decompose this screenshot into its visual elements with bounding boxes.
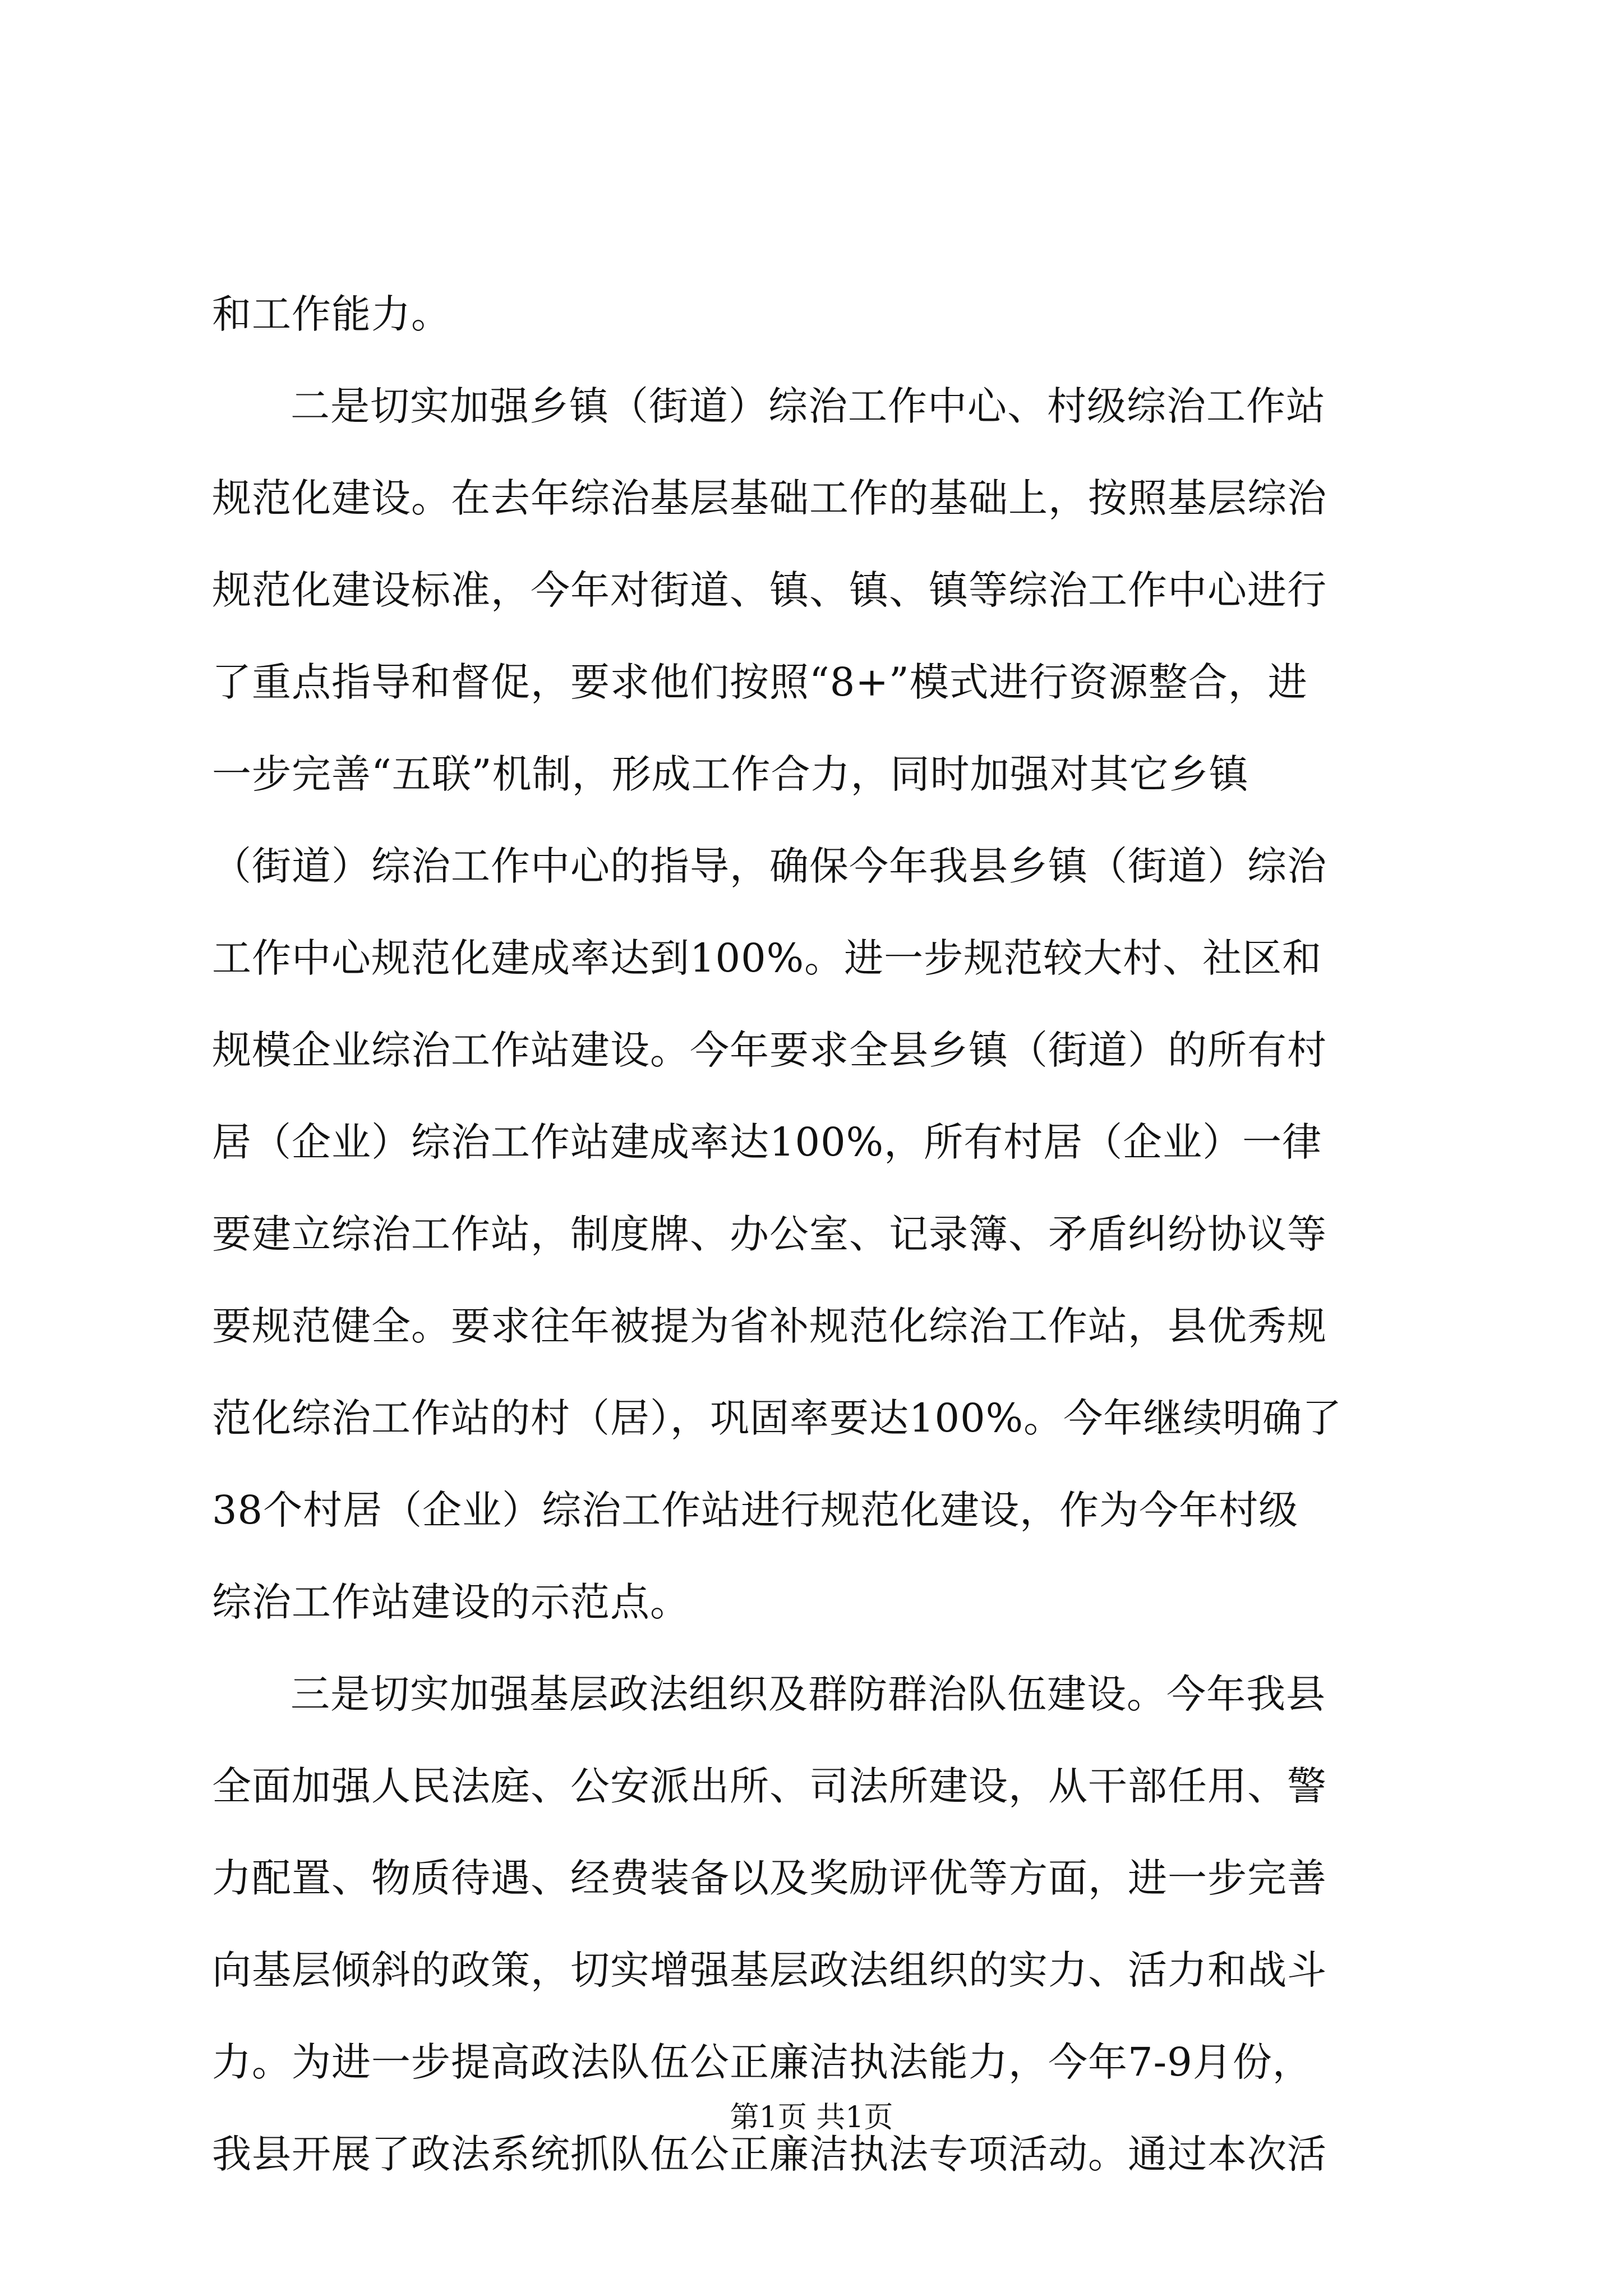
text-line: 力。为进一步提高政法队伍公正廉洁执法能力，今年7-9月份， bbox=[212, 2039, 1312, 2085]
text-line: （街道）综治工作中心的指导，确保今年我县乡镇（街道）综治 bbox=[212, 843, 1327, 889]
text-line: 规模企业综治工作站建设。今年要求全县乡镇（街道）的所有村 bbox=[212, 1027, 1327, 1073]
text-line: 工作中心规范化建成率达到100%。进一步规范较大村、社区和 bbox=[212, 935, 1322, 981]
text-line: 居（企业）综治工作站建成率达100%，所有村居（企业）一律 bbox=[212, 1119, 1322, 1165]
paragraph-start-line: 三是切实加强基层政法组织及群防群治队伍建设。今年我县 bbox=[291, 1671, 1326, 1717]
text-line: 规范化建设标准，今年对街道、镇、镇、镇等综治工作中心进行 bbox=[212, 567, 1327, 613]
text-line: 全面加强人民法庭、公安派出所、司法所建设，从干部任用、警 bbox=[212, 1763, 1327, 1809]
page-footer bbox=[0, 2098, 1623, 2137]
text-line: 综治工作站建设的示范点。 bbox=[212, 1579, 690, 1625]
text-line: 我县开展了政法系统抓队伍公正廉洁执法专项活动。通过本次活 bbox=[212, 2131, 1327, 2177]
text-line: 范化综治工作站的村（居），巩固率要达100%。今年继续明确了 bbox=[212, 1395, 1343, 1441]
text-line: 一步完善“五联”机制，形成工作合力，同时加强对其它乡镇 bbox=[212, 751, 1249, 797]
text-line: 了重点指导和督促，要求他们按照“8+”模式进行资源整合，进 bbox=[212, 659, 1308, 705]
text-line: 规范化建设。在去年综治基层基础工作的基础上，按照基层综治 bbox=[212, 475, 1327, 521]
document-body bbox=[212, 268, 1417, 2200]
text-line: 38个村居（企业）综治工作站进行规范化建设，作为今年村级 bbox=[212, 1487, 1299, 1533]
page-number-label: 第1页 共1页 bbox=[730, 2101, 893, 2134]
text-line: 要建立综治工作站，制度牌、办公室、记录簿、矛盾纠纷协议等 bbox=[212, 1211, 1327, 1257]
text-line: 和工作能力。 bbox=[212, 291, 451, 337]
text-line: 向基层倾斜的政策，切实增强基层政法组织的实力、活力和战斗 bbox=[212, 1947, 1327, 1993]
text-line: 力配置、物质待遇、经费装备以及奖励评优等方面，进一步完善 bbox=[212, 1855, 1327, 1901]
paragraph-start-line: 二是切实加强乡镇（街道）综治工作中心、村级综治工作站 bbox=[291, 383, 1326, 429]
text-line: 要规范健全。要求往年被提为省补规范化综治工作站，县优秀规 bbox=[212, 1303, 1327, 1349]
